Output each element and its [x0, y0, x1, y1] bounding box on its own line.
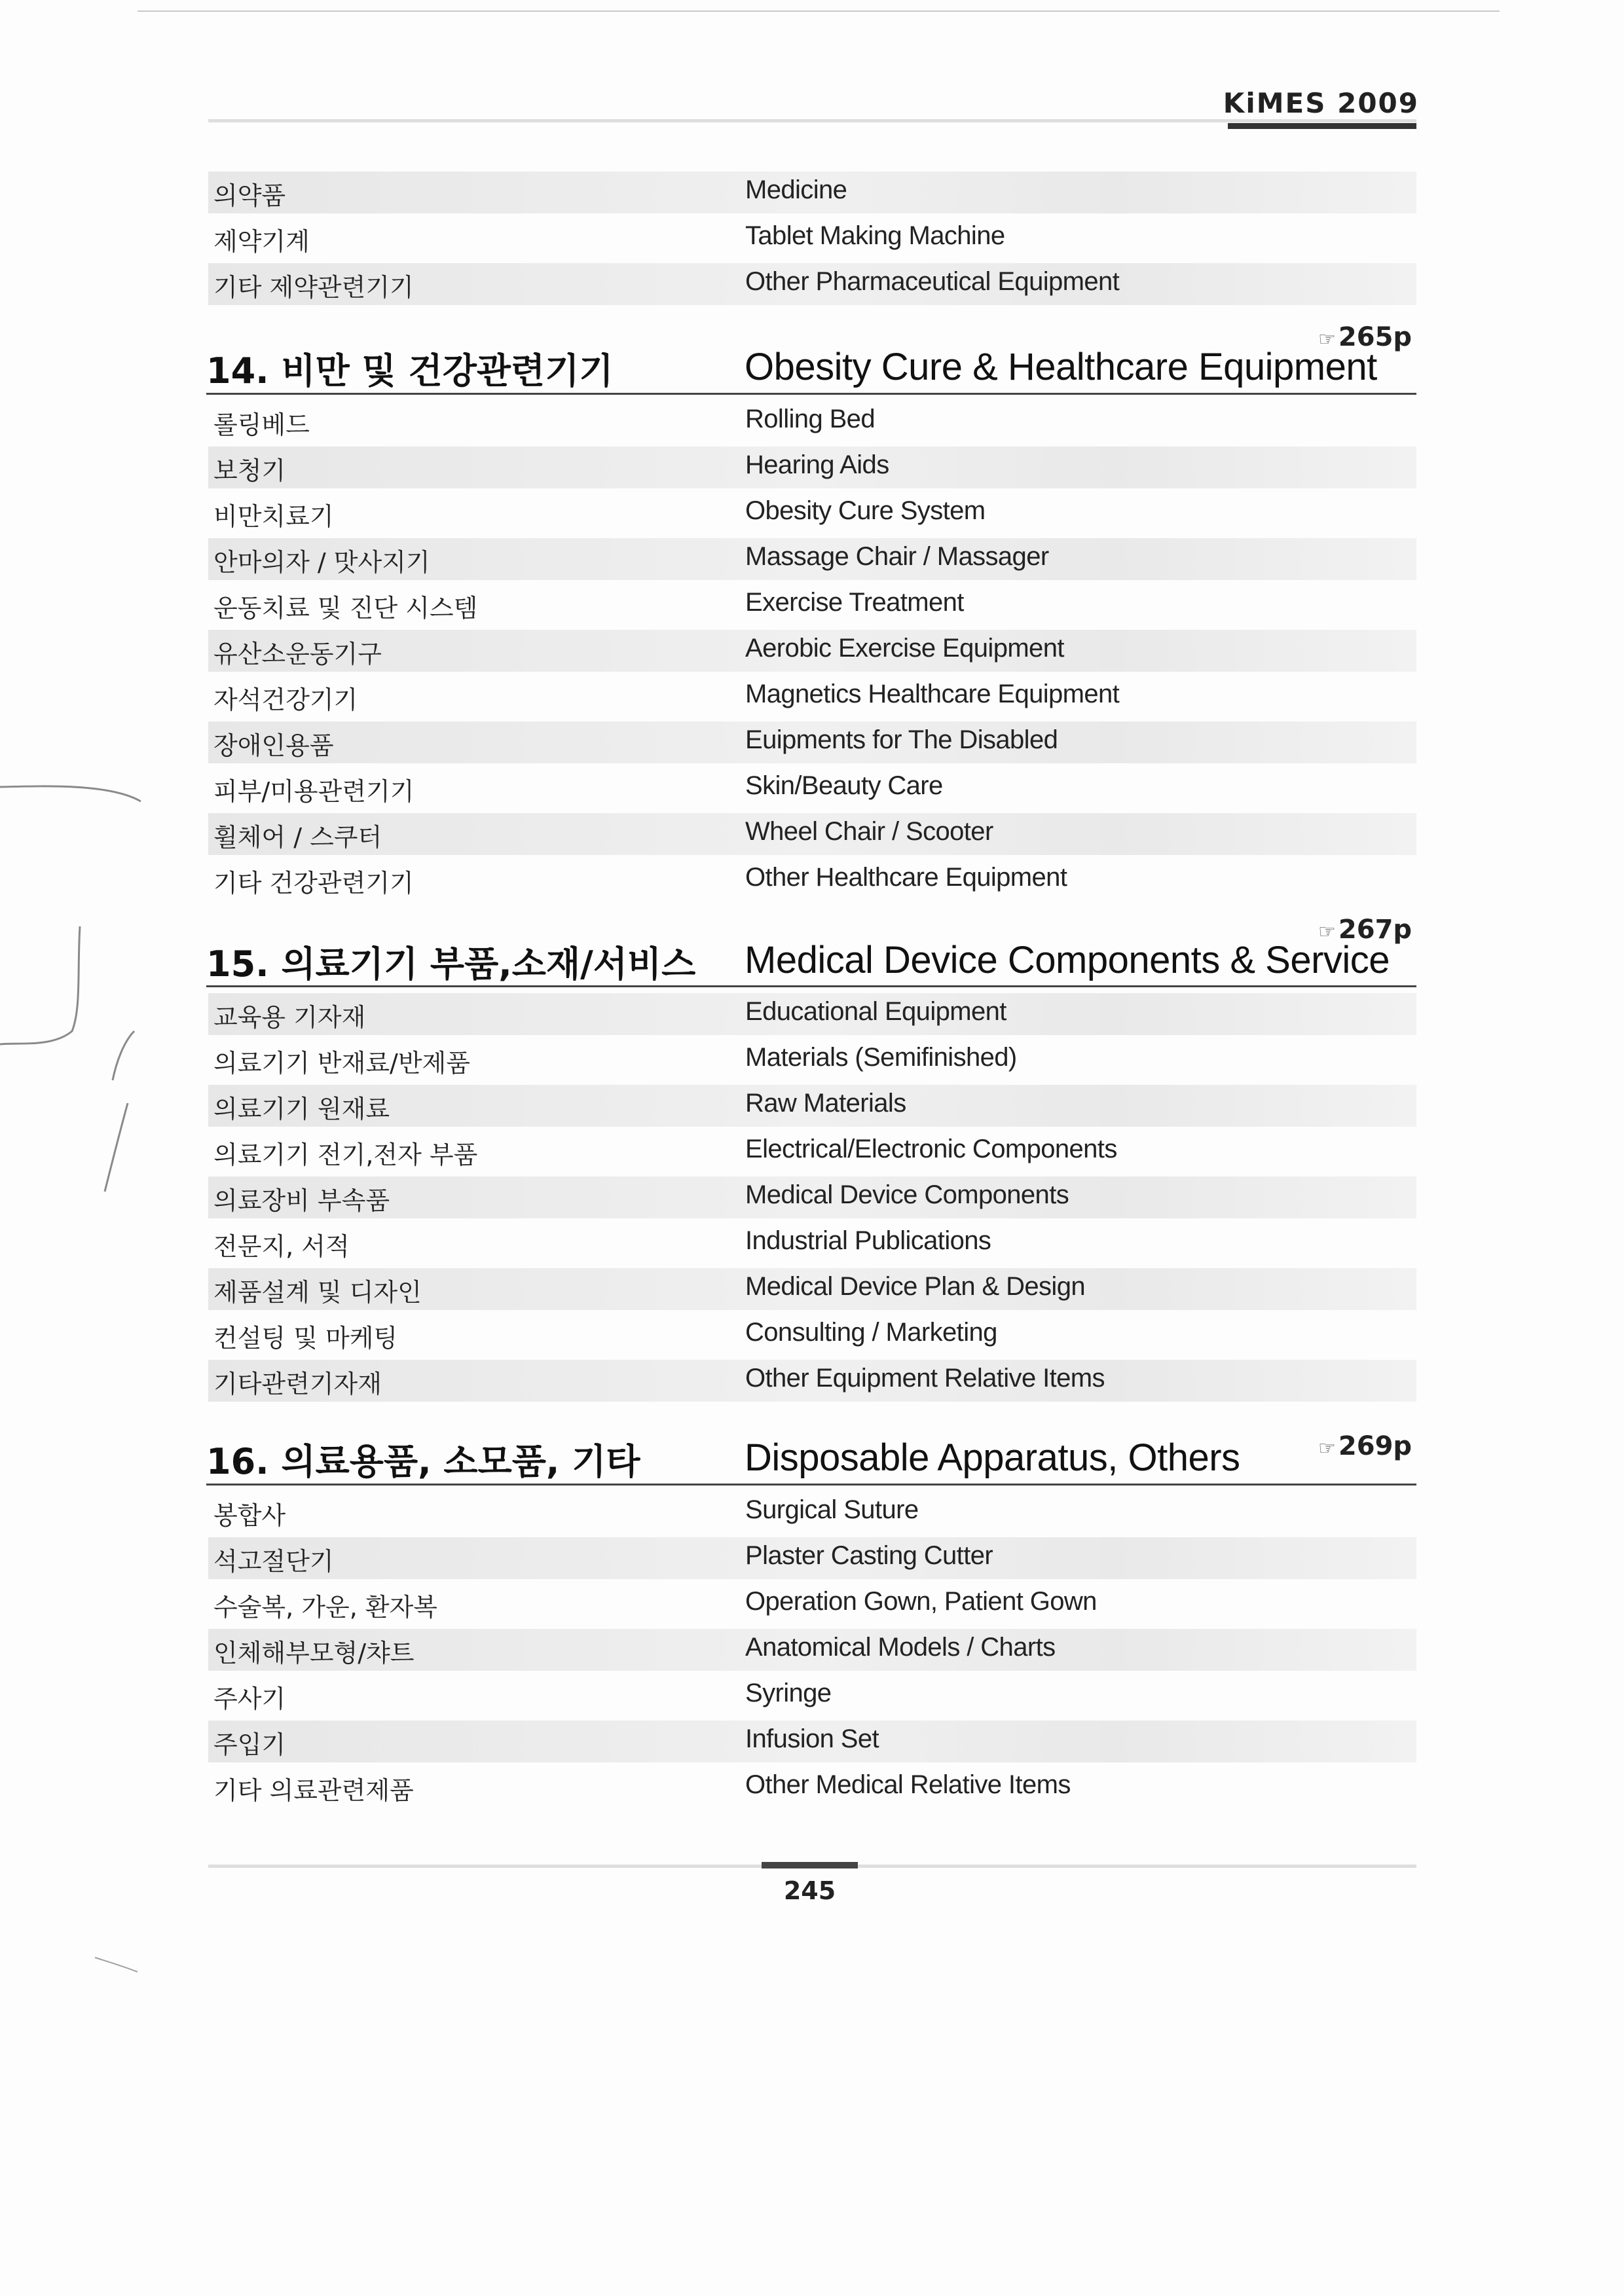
- item-ko: 피부/미용관련기기: [213, 777, 415, 806]
- header-brand: KiMES 2009: [1223, 87, 1419, 119]
- list-item: [208, 538, 1416, 580]
- item-ko: 비만치료기: [213, 502, 334, 531]
- item-en: Educational Equipment: [745, 997, 1006, 1026]
- header-rule: [208, 119, 1416, 122]
- item-ko: 의료기기 전기,전자 부품: [213, 1140, 478, 1169]
- item-en: Raw Materials: [745, 1089, 906, 1118]
- item-en: Plaster Casting Cutter: [745, 1541, 993, 1570]
- list-item: [208, 993, 1416, 1035]
- item-ko: 기타 제약관련기기: [213, 273, 414, 302]
- item-en: Euipments for The Disabled: [745, 725, 1058, 754]
- list-item: [208, 217, 1416, 259]
- item-ko: 의료장비 부속품: [213, 1186, 390, 1215]
- item-en: Tablet Making Machine: [745, 221, 1005, 250]
- item-en: Hearing Aids: [745, 450, 889, 479]
- list-item: [208, 1675, 1416, 1717]
- item-en: Medical Device Components: [745, 1180, 1069, 1209]
- item-ko: 기타 의료관련제품: [213, 1776, 414, 1805]
- scan-edge-line: [138, 10, 1500, 12]
- item-en: Electrical/Electronic Components: [745, 1135, 1117, 1163]
- item-ko: 제약기계: [213, 227, 310, 256]
- item-ko: 운동치료 및 진단 시스템: [213, 594, 478, 623]
- item-en: Syringe: [745, 1679, 832, 1707]
- page-reference: ☞ 269p: [1318, 1431, 1412, 1461]
- item-en: Skin/Beauty Care: [745, 771, 943, 800]
- item-ko: 봉합사: [213, 1501, 286, 1530]
- list-item: [208, 1268, 1416, 1310]
- item-ko: 의료기기 원재료: [213, 1095, 390, 1123]
- item-ko: 기타 건강관련기기: [213, 869, 414, 898]
- page-number: 245: [783, 1876, 836, 1905]
- list-item: [208, 721, 1416, 763]
- item-en: Other Medical Relative Items: [745, 1770, 1071, 1799]
- list-item: [208, 1721, 1416, 1762]
- pointing-hand-icon: ☞: [1318, 920, 1336, 943]
- list-item: [208, 492, 1416, 534]
- list-item: [208, 263, 1416, 305]
- section-title-en: Medical Device Components & Service: [745, 939, 1390, 981]
- item-en: Anatomical Models / Charts: [745, 1633, 1056, 1662]
- item-ko: 인체해부모형/챠트: [213, 1639, 415, 1667]
- header-rule-accent: [1228, 123, 1416, 129]
- item-en: Consulting / Marketing: [745, 1318, 997, 1347]
- list-item: [208, 630, 1416, 672]
- item-ko: 수술복, 가운, 환자복: [213, 1593, 437, 1622]
- scan-binding-marks: [0, 773, 170, 1244]
- section-rule: [206, 985, 1416, 987]
- item-en: Medicine: [745, 175, 847, 204]
- list-item: [208, 1491, 1416, 1533]
- item-ko: 유산소운동기구: [213, 640, 382, 668]
- section-title-en: Obesity Cure & Healthcare Equipment: [745, 346, 1377, 388]
- list-item: [208, 1222, 1416, 1264]
- item-ko: 휠체어 / 스쿠터: [213, 823, 382, 852]
- pointing-hand-icon: ☞: [1318, 328, 1336, 351]
- item-ko: 전문지, 서적: [213, 1232, 350, 1261]
- list-item: [208, 1085, 1416, 1127]
- list-item: [208, 1537, 1416, 1579]
- list-item: [208, 446, 1416, 488]
- list-item: [208, 1131, 1416, 1173]
- list-item: [208, 813, 1416, 855]
- item-en: Medical Device Plan & Design: [745, 1272, 1086, 1301]
- item-en: Other Equipment Relative Items: [745, 1364, 1105, 1393]
- item-ko: 기타관련기자재: [213, 1370, 382, 1398]
- page-reference: ☞ 265p: [1318, 322, 1412, 352]
- item-ko: 교육용 기자재: [213, 1003, 366, 1032]
- item-en: Operation Gown, Patient Gown: [745, 1587, 1097, 1616]
- list-item: [208, 1766, 1416, 1808]
- section-title-ko: 15. 의료기기 부품,소재/서비스: [206, 943, 696, 985]
- scan-margin-mark: [92, 1951, 144, 1977]
- item-ko: 석고절단기: [213, 1547, 334, 1576]
- item-ko: 자석건강기기: [213, 685, 358, 714]
- item-ko: 제품설계 및 디자인: [213, 1278, 422, 1307]
- list-item: [208, 401, 1416, 443]
- list-item: [208, 584, 1416, 626]
- list-item: [208, 859, 1416, 901]
- item-en: Obesity Cure System: [745, 496, 986, 525]
- list-item: [208, 767, 1416, 809]
- item-ko: 의료기기 반재료/반제품: [213, 1049, 470, 1078]
- footer-rule-accent: [762, 1862, 858, 1868]
- list-item: [208, 172, 1416, 213]
- item-en: Massage Chair / Massager: [745, 542, 1049, 571]
- section-title-en: Disposable Apparatus, Others: [745, 1436, 1240, 1479]
- list-item: [208, 1583, 1416, 1625]
- item-en: Other Pharmaceutical Equipment: [745, 267, 1120, 296]
- section-title-ko: 14. 비만 및 건강관련기기: [206, 350, 614, 392]
- item-en: Infusion Set: [745, 1724, 879, 1753]
- item-en: Surgical Suture: [745, 1495, 919, 1524]
- item-ko: 안마의자 / 맛사지기: [213, 548, 430, 577]
- pointing-hand-icon: ☞: [1318, 1437, 1336, 1460]
- item-en: Aerobic Exercise Equipment: [745, 634, 1064, 663]
- item-ko: 주사기: [213, 1685, 286, 1713]
- item-ko: 컨설팅 및 마케팅: [213, 1324, 398, 1353]
- item-en: Other Healthcare Equipment: [745, 863, 1067, 892]
- item-ko: 장애인용품: [213, 731, 334, 760]
- item-en: Exercise Treatment: [745, 588, 964, 617]
- list-item: [208, 1360, 1416, 1402]
- list-item: [208, 1176, 1416, 1218]
- item-ko: 롤링베드: [213, 410, 310, 439]
- item-en: Materials (Semifinished): [745, 1043, 1017, 1072]
- item-en: Magnetics Healthcare Equipment: [745, 680, 1120, 708]
- section-rule: [206, 393, 1416, 395]
- item-ko: 보청기: [213, 456, 286, 485]
- list-item: [208, 1039, 1416, 1081]
- section-title-ko: 16. 의료용품, 소모품, 기타: [206, 1441, 640, 1482]
- list-item: [208, 1314, 1416, 1356]
- item-ko: 주입기: [213, 1730, 286, 1759]
- item-en: Rolling Bed: [745, 405, 875, 433]
- section-rule: [206, 1484, 1416, 1485]
- page-reference: ☞ 267p: [1318, 915, 1412, 945]
- item-en: Industrial Publications: [745, 1226, 991, 1255]
- list-item: [208, 676, 1416, 718]
- item-en: Wheel Chair / Scooter: [745, 817, 993, 846]
- list-item: [208, 1629, 1416, 1671]
- item-ko: 의약품: [213, 181, 286, 210]
